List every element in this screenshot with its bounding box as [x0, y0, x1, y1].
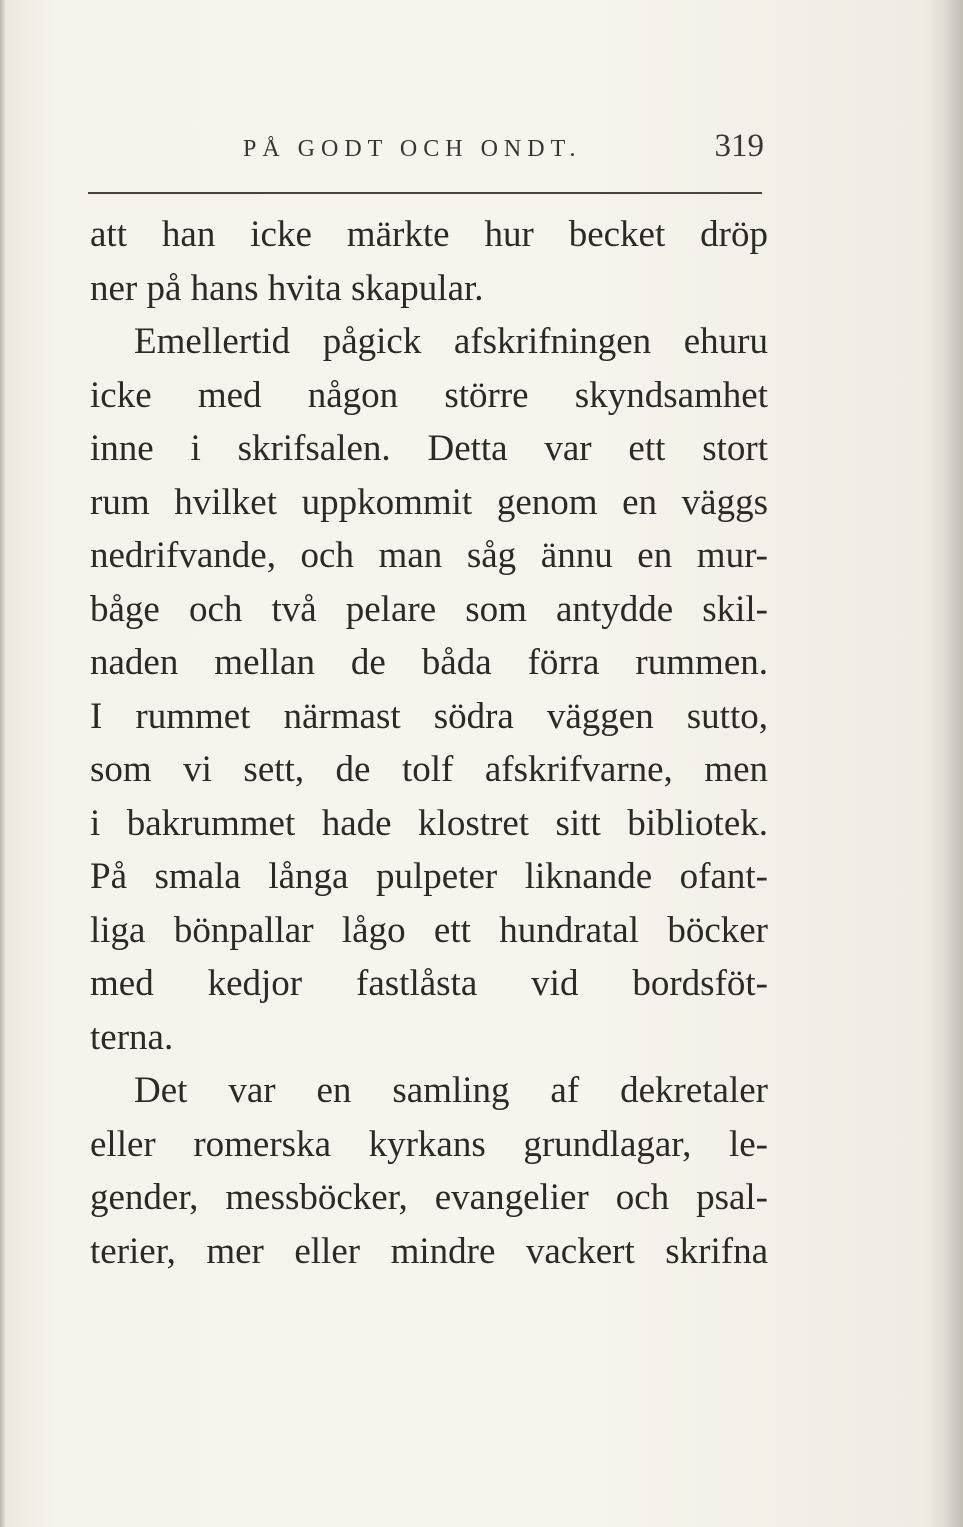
text-line: med kedjor fastlåsta vid bordsföt-: [90, 963, 768, 1004]
page-number: 319: [714, 128, 764, 164]
text-line: eller romerska kyrkans grundlagar, le-: [90, 1123, 768, 1165]
text-line: nedrifvande, och man såg ännu en mur-: [90, 535, 768, 576]
text-line: På smala långa pulpeter liknande ofant-: [90, 856, 768, 897]
text-line: icke med någon större skyndsamhet: [90, 374, 768, 416]
text-line: liga bönpallar lågo ett hundratal böcker: [90, 909, 768, 951]
text-line: som vi sett, de tolf afskrifvarne, men: [90, 749, 768, 790]
text-line: terna.: [90, 1016, 174, 1058]
text-line: naden mellan de båda förra rummen.: [90, 642, 768, 683]
text-line: gender, messböcker, evangelier och psal-: [90, 1177, 768, 1218]
body-text: [90, 208, 768, 1278]
text-line: I rummet närmast södra väggen sutto,: [90, 695, 768, 737]
running-head: [88, 128, 768, 178]
running-title: PÅ GODT OCH ONDT.: [243, 136, 582, 162]
text-line: rum hvilket uppkommit genom en väggs: [90, 481, 768, 523]
text-line: båge och två pelare som antydde skil-: [90, 588, 768, 630]
page-left-edge-shadow: [0, 0, 6, 1527]
text-line: att han icke märkte hur becket dröp: [90, 214, 768, 255]
header-rule: [88, 192, 762, 194]
text-line: i bakrummet hade klostret sitt bibliotek.: [90, 802, 768, 844]
text-line: Det var en samling af dekretaler: [134, 1070, 768, 1111]
text-line: inne i skrifsalen. Detta var ett stort: [90, 428, 768, 469]
text-line: ner på hans hvita skapular.: [90, 267, 484, 309]
text-line: terier, mer eller mindre vackert skrifna: [90, 1230, 768, 1272]
page-spine-shadow: [925, 0, 963, 1527]
text-line: Emellertid pågick afskrifningen ehuru: [134, 321, 768, 362]
